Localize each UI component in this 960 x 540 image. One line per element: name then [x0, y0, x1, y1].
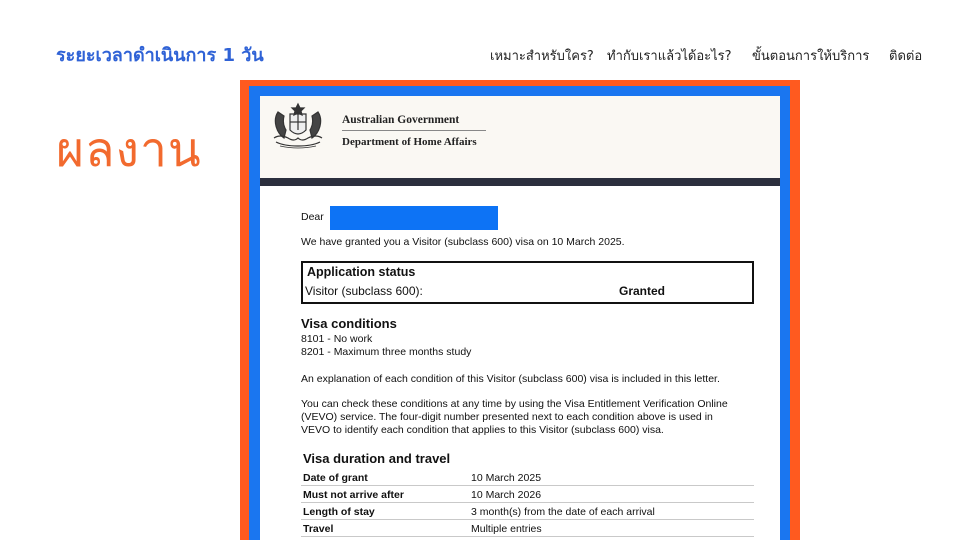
nav-link-contact[interactable]: ติดต่อ	[889, 49, 923, 64]
department-name: Department of Home Affairs	[342, 136, 477, 148]
row-value: 10 March 2025	[471, 472, 542, 484]
header-rule	[342, 130, 486, 131]
portfolio-heading: ผลงาน	[56, 122, 202, 178]
redacted-name-block	[330, 206, 498, 230]
nav-link-who-for[interactable]: เหมาะสำหรับใคร?	[490, 49, 594, 64]
condition-item: 8201 - Maximum three months study	[301, 346, 472, 358]
status-label: Visitor (subclass 600):	[305, 284, 423, 298]
status-title: Application status	[307, 265, 416, 279]
application-status-box	[301, 261, 754, 304]
vevo-text-line: VEVO to identify each condition that applies to this Visitor (subclass 600) visa.	[301, 424, 664, 436]
visa-grant-letter-image	[260, 96, 780, 540]
table-row	[301, 520, 754, 537]
condition-item: 8101 - No work	[301, 333, 373, 345]
nav-link-benefits[interactable]: ทำกับเราแล้วได้อะไร?	[607, 49, 732, 64]
duration-title: Visa duration and travel	[303, 451, 451, 466]
letter-header	[260, 96, 780, 178]
site-title[interactable]: ระยะเวลาดำเนินการ 1 วัน	[56, 45, 264, 66]
table-row	[301, 503, 754, 520]
government-name: Australian Government	[342, 114, 460, 126]
salutation: Dear	[301, 211, 324, 223]
vevo-text-line: You can check these conditions at any time by using the Visa Entitlement Verification Online	[301, 398, 728, 410]
nav-link-service-steps[interactable]: ขั้นตอนการให้บริการ	[752, 49, 870, 64]
row-key: Travel	[303, 523, 334, 535]
table-row	[301, 486, 754, 503]
row-value: 10 March 2026	[471, 489, 542, 501]
row-value: 3 month(s) from the date of each arrival	[471, 506, 655, 518]
table-row	[301, 469, 754, 486]
conditions-explanation: An explanation of each condition of this Visitor (subclass 600) visa is included in this letter.	[301, 373, 720, 385]
vevo-text-line: (VEVO) service. The four-digit number presented next to each condition above is used in	[301, 411, 713, 423]
status-value: Granted	[619, 284, 666, 298]
australian-coat-of-arms-icon	[266, 100, 330, 152]
grant-sentence: We have granted you a Visitor (subclass 600) visa on 10 March 2025.	[301, 236, 625, 248]
header-band	[260, 178, 780, 186]
row-key: Must not arrive after	[303, 489, 404, 501]
conditions-title: Visa conditions	[301, 316, 397, 331]
row-key: Date of grant	[303, 472, 368, 484]
row-value: Multiple entries	[471, 523, 542, 535]
row-key: Length of stay	[303, 506, 375, 518]
duration-table	[301, 469, 754, 537]
